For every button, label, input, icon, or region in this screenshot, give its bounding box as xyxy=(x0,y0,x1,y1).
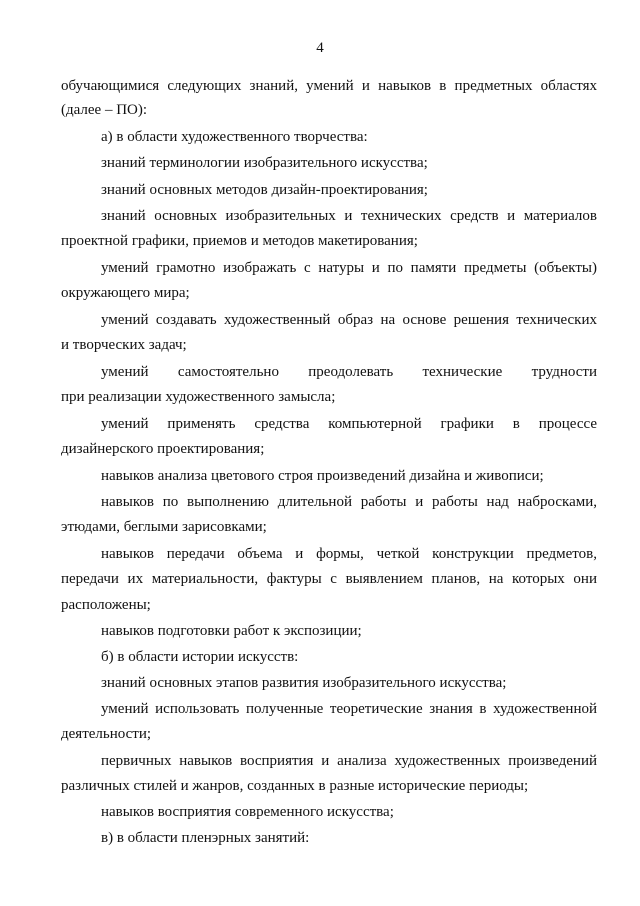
text-line: (далее – ПО): xyxy=(61,102,148,118)
text-line: дизайнерского проектирования; xyxy=(61,441,265,457)
text-line: проектной графики, приемов и методов макетирования; xyxy=(61,233,418,249)
text-line: умений создавать художественный образ на основе решения технических xyxy=(101,312,597,328)
text-line: этюдами, беглыми зарисовками; xyxy=(61,519,267,535)
text-line: умений самостоятельно преодолевать технические трудности xyxy=(101,364,597,380)
text-line: знаний терминологии изобразительного искусства; xyxy=(101,155,428,171)
text-line: окружающего мира; xyxy=(61,285,190,301)
text-line: навыков передачи объема и формы, четкой конструкции предметов, xyxy=(101,546,597,562)
text-line: передачи их материальности, фактуры с выявлением планов, на которых они xyxy=(61,571,597,587)
text-line: умений грамотно изображать с натуры и по памяти предметы (объекты) xyxy=(101,260,597,276)
text-line: различных стилей и жанров, созданных в разные исторические периоды; xyxy=(61,778,529,794)
page-number: 4 xyxy=(316,40,324,56)
text-line: навыков анализа цветового строя произведений дизайна и живописи; xyxy=(101,468,544,484)
text-line: и творческих задач; xyxy=(61,337,187,353)
text-line: расположены; xyxy=(61,597,151,613)
text-line: деятельности; xyxy=(61,726,152,742)
text-line: знаний основных методов дизайн-проектирования; xyxy=(101,182,428,198)
text-line: а) в области художественного творчества: xyxy=(101,129,368,145)
text-line: навыков по выполнению длительной работы и работы над набросками, xyxy=(101,494,597,510)
text-line: умений использовать полученные теоретические знания в художественной xyxy=(101,701,597,717)
text-line: при реализации художественного замысла; xyxy=(61,389,336,405)
text-line: знаний основных изобразительных и технических средств и материалов xyxy=(101,208,597,224)
text-line: б) в области истории искусств: xyxy=(101,649,299,665)
text-line: обучающимися следующих знаний, умений и навыков в предметных областях xyxy=(61,78,597,94)
text-line: навыков восприятия современного искусства; xyxy=(101,804,394,820)
text-line: знаний основных этапов развития изобразительного искусства; xyxy=(101,675,507,691)
text-line: первичных навыков восприятия и анализа художественных произведений xyxy=(101,753,597,769)
text-line: в) в области пленэрных занятий: xyxy=(101,830,310,846)
text-line: умений применять средства компьютерной графики в процессе xyxy=(101,416,597,432)
text-line: навыков подготовки работ к экспозиции; xyxy=(101,623,362,639)
